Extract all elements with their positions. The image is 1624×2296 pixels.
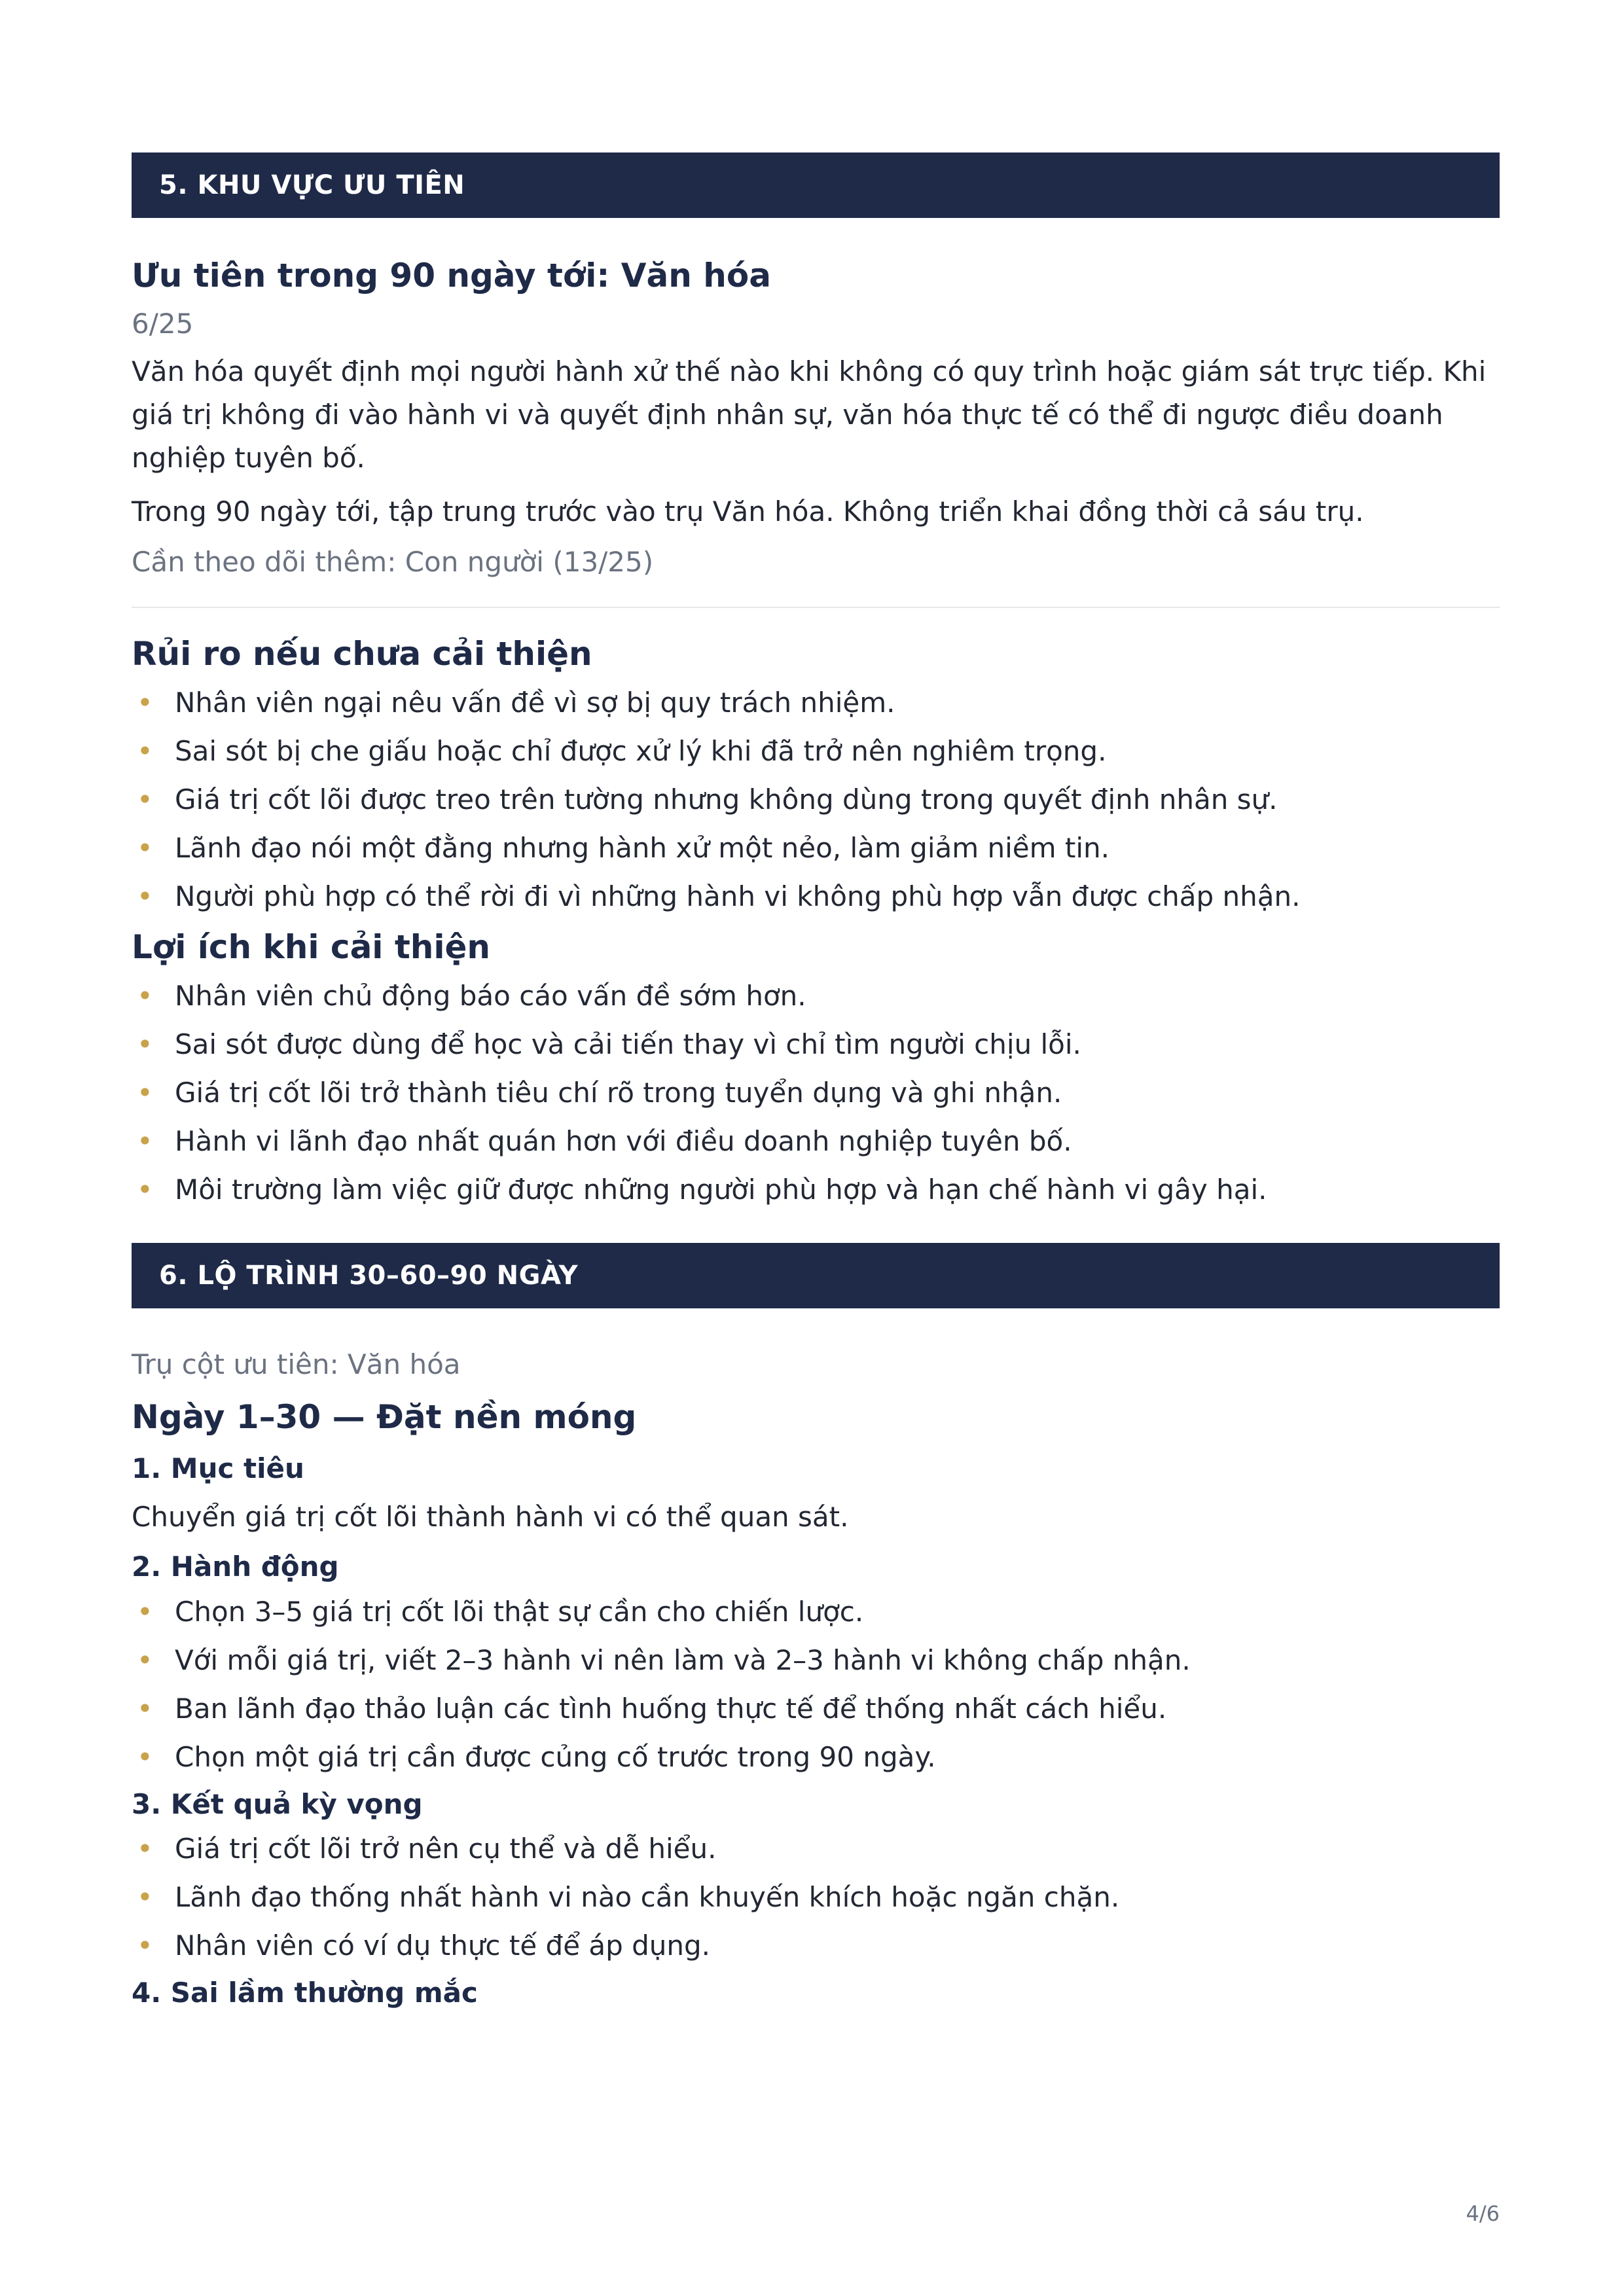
section-5-header [132, 152, 1500, 218]
actions-list [132, 1588, 1500, 1782]
phase-heading: Ngày 1–30 — Đặt nền móng [132, 1398, 637, 1436]
outcomes-list [132, 1825, 1500, 1970]
bullet-dot-icon: • [137, 980, 153, 1012]
list-item: • Nhân viên chủ động báo cáo vấn đề sớm hơn. [132, 972, 1500, 1020]
bullet-dot-icon: • [137, 1125, 153, 1157]
bullet-dot-icon: • [137, 1881, 153, 1914]
bullet-dot-icon: • [137, 1643, 153, 1676]
report-page [132, 152, 1500, 2010]
bullet-dot-icon: • [137, 1833, 153, 1865]
list-item: • Ban lãnh đạo thảo luận các tình huống thực tế để thống nhất cách hiểu. [132, 1685, 1500, 1733]
list-item: • Nhân viên có ví dụ thực tế để áp dụng. [132, 1922, 1500, 1970]
section-6-title: 6. LỘ TRÌNH 30–60–90 NGÀY [159, 1261, 579, 1291]
bullet-dot-icon: • [137, 1595, 153, 1628]
bullet-dot-icon: • [137, 1692, 153, 1725]
section-5-title: 5. KHU VỰC ƯU TIÊN [159, 170, 465, 200]
page-number: 4/6 [1466, 2201, 1500, 2226]
bullet-dot-icon: • [137, 687, 153, 719]
priority-paragraph-1: Văn hóa quyết định mọi người hành xử thế nào khi không có quy trình hoặc giám sát trực tiếp. Khi giá trị không đi vào hành vi và quyết định nhân sự, văn hóa thực tế có thể đi ngược điều doanh nghiệp tuyên bố. [132, 355, 1487, 474]
bullet-dot-icon: • [137, 832, 153, 864]
goal-heading: 1. Mục tiêu [132, 1452, 304, 1484]
list-item: • Giá trị cốt lõi được treo trên tường nhưng không dùng trong quyết định nhân sự. [132, 776, 1500, 824]
bullet-dot-icon: • [137, 1028, 153, 1060]
list-item: • Giá trị cốt lõi trở thành tiêu chí rõ trong tuyển dụng và ghi nhận. [132, 1069, 1500, 1117]
list-item: • Giá trị cốt lõi trở nên cụ thể và dễ hiểu. [132, 1825, 1500, 1873]
list-item: • Sai sót được dùng để học và cải tiến thay vì chỉ tìm người chịu lỗi. [132, 1020, 1500, 1069]
bullet-dot-icon: • [137, 1174, 153, 1206]
bullet-dot-icon: • [137, 1929, 153, 1962]
risks-heading: Rủi ro nếu chưa cải thiện [132, 635, 592, 673]
priority-paragraph-2: Trong 90 ngày tới, tập trung trước vào trụ Văn hóa. Không triển khai đồng thời cả sáu trụ. [132, 495, 1364, 528]
section-6-header [132, 1243, 1500, 1308]
list-item: • Lãnh đạo thống nhất hành vi nào cần khuyến khích hoặc ngăn chặn. [132, 1873, 1500, 1922]
benefits-heading: Lợi ích khi cải thiện [132, 928, 490, 966]
bullet-dot-icon: • [137, 735, 153, 767]
actions-heading: 2. Hành động [132, 1551, 339, 1583]
bullet-dot-icon: • [137, 1077, 153, 1109]
bullet-dot-icon: • [137, 1740, 153, 1773]
list-item: • Sai sót bị che giấu hoặc chỉ được xử lý khi đã trở nên nghiêm trọng. [132, 727, 1500, 776]
list-item: • Lãnh đạo nói một đằng nhưng hành xử một nẻo, làm giảm niềm tin. [132, 824, 1500, 872]
risks-list [132, 679, 1500, 921]
watch-note: Cần theo dõi thêm: Con người (13/25) [132, 546, 654, 578]
goal-text: Chuyển giá trị cốt lõi thành hành vi có thể quan sát. [132, 1501, 849, 1534]
outcomes-heading: 3. Kết quả kỳ vọng [132, 1787, 423, 1820]
pillar-note: Trụ cột ưu tiên: Văn hóa [132, 1348, 461, 1380]
list-item: • Chọn một giá trị cần được củng cố trước trong 90 ngày. [132, 1733, 1500, 1782]
bullet-dot-icon: • [137, 783, 153, 816]
priority-score: 6/25 [132, 308, 194, 340]
list-item: • Với mỗi giá trị, viết 2–3 hành vi nên làm và 2–3 hành vi không chấp nhận. [132, 1636, 1500, 1685]
list-item: • Nhân viên ngại nêu vấn đề vì sợ bị quy trách nhiệm. [132, 679, 1500, 727]
mistakes-heading: 4. Sai lầm thường mắc [132, 1977, 478, 2009]
list-item: • Người phù hợp có thể rời đi vì những hành vi không phù hợp vẫn được chấp nhận. [132, 872, 1500, 921]
bullet-dot-icon: • [137, 880, 153, 912]
priority-heading: Ưu tiên trong 90 ngày tới: Văn hóa [132, 257, 771, 295]
list-item: • Hành vi lãnh đạo nhất quán hơn với điều doanh nghiệp tuyên bố. [132, 1117, 1500, 1166]
benefits-list [132, 972, 1500, 1214]
list-item: • Chọn 3–5 giá trị cốt lõi thật sự cần cho chiến lược. [132, 1588, 1500, 1636]
list-item: • Môi trường làm việc giữ được những người phù hợp và hạn chế hành vi gây hại. [132, 1166, 1500, 1214]
